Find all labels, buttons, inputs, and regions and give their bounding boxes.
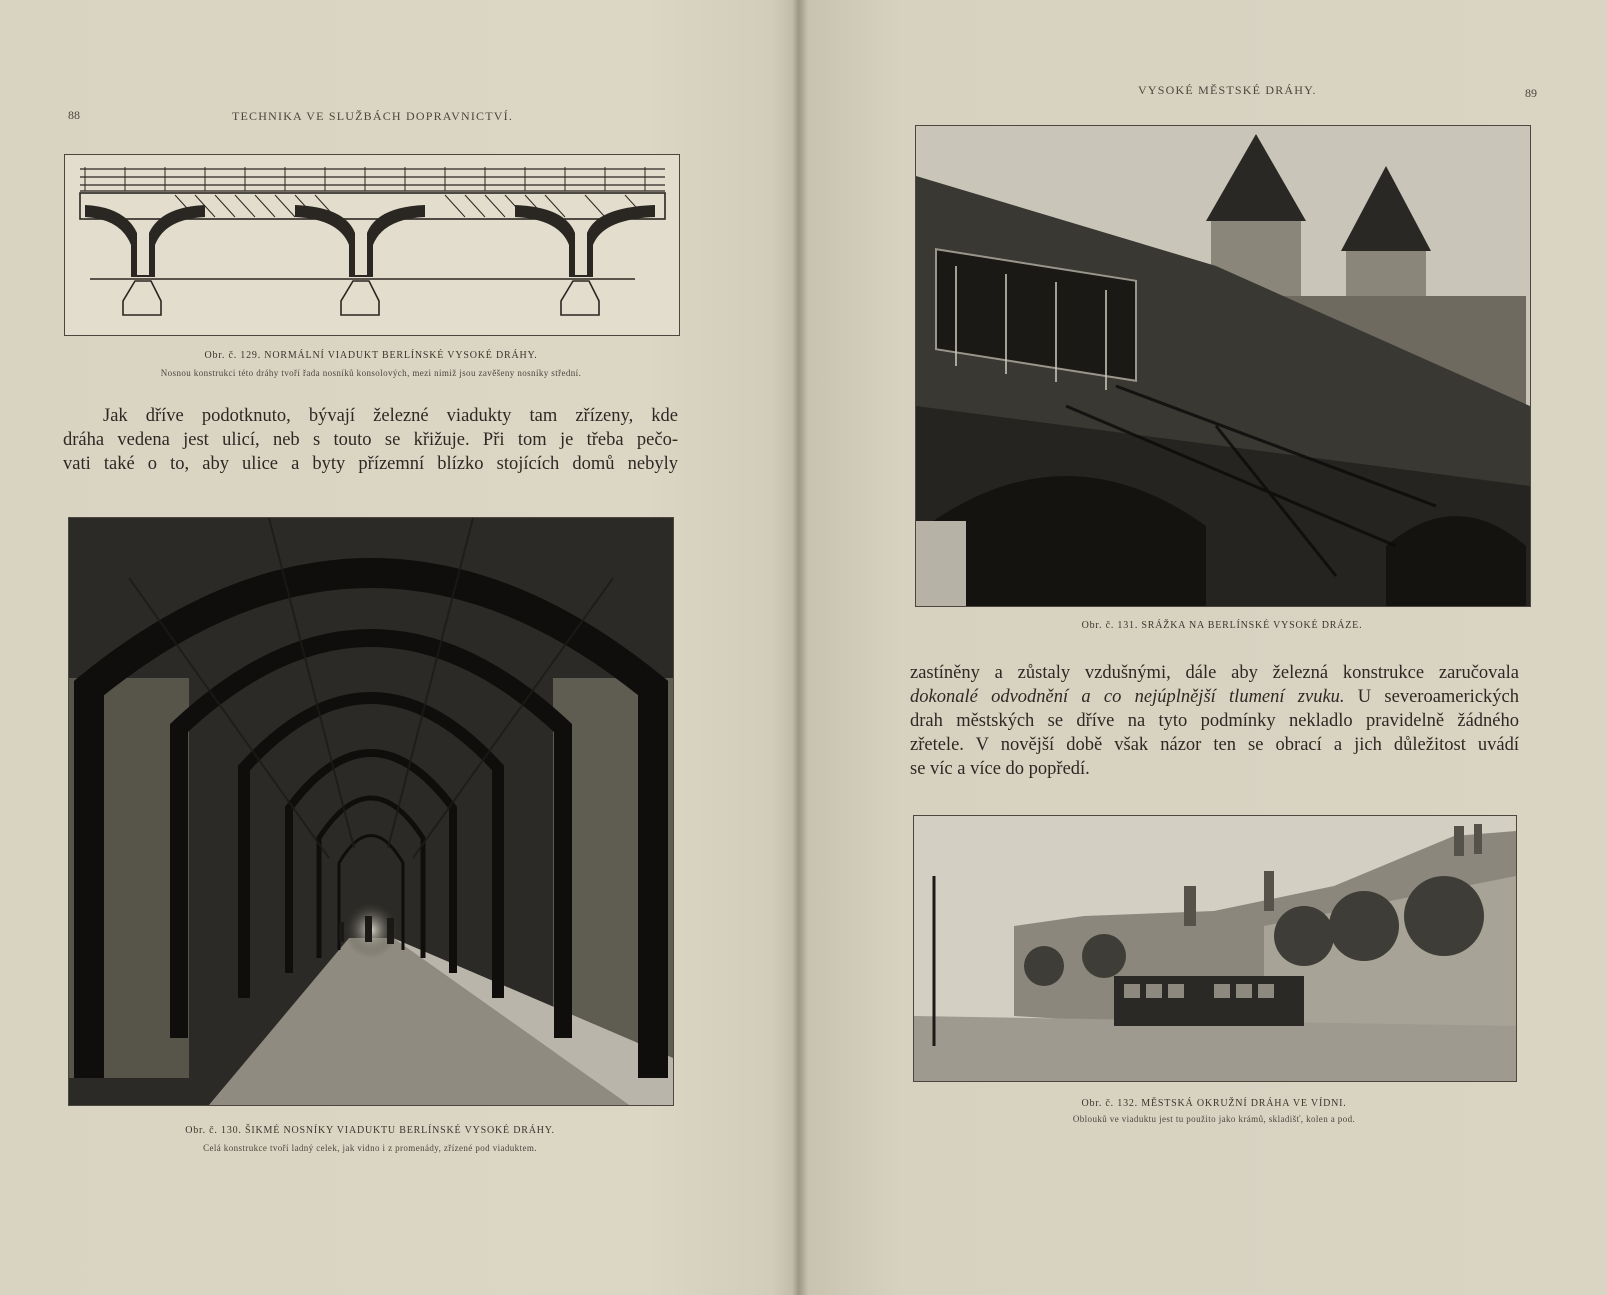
viaduct-drawing: [65, 155, 679, 335]
figure-130-promenade-photo: [68, 517, 674, 1106]
text-line: Jak dříve podotknuto, bývají železné viadukty tam zřízeny, kde: [103, 406, 678, 426]
figure-129-viaduct-drawing: [64, 154, 680, 336]
right-paragraph: [910, 661, 1519, 781]
crash-photo-render: [916, 126, 1530, 606]
figure-129-caption: Obr. č. 129. NORMÁLNÍ VIADUKT BERLÍNSKÉ VYSOKÉ DRÁHY.: [204, 350, 538, 361]
figure-130-subcaption: Celá konstrukce tvoří ladný celek, jak vidno i z promenády, zřízené pod viaduktem.: [203, 1143, 537, 1153]
italic-phrase: dokonalé odvodnění a co nejúplnější tlumení zvuku.: [910, 687, 1345, 707]
running-head-right: VYSOKÉ MĚSTSKÉ DRÁHY.: [1138, 83, 1317, 97]
text-line: zastíněny a zůstaly vzdušnými, dále aby železná konstrukce zaručovala: [910, 663, 1519, 683]
promenade-photo-render: [69, 518, 673, 1105]
figure-129-subcaption: Nosnou konstrukci této dráhy tvoří řada nosníků konsolových, mezi nimiž jsou zavěšeny nosníky střední.: [160, 368, 582, 378]
figure-132-vienna-street-photo: [913, 815, 1517, 1082]
right-page: [795, 0, 1607, 1295]
figure-130-caption: Obr. č. 130. ŠIKMÉ NOSNÍKY VIADUKTU BERLÍNSKÉ VYSOKÉ DRÁHY.: [185, 1125, 555, 1136]
figure-131-caption: Obr. č. 131. SRÁŽKA NA BERLÍNSKÉ VYSOKÉ DRÁZE.: [1081, 620, 1363, 631]
text-line: vati také o to, aby ulice a byty přízemní blízko stojících domů nebyly: [63, 454, 678, 474]
page-number-right: 89: [1525, 86, 1537, 100]
left-page: [0, 0, 790, 1295]
figure-131-crash-photo: [915, 125, 1531, 607]
street-photo-render: [914, 816, 1516, 1081]
text-line: drah městských se dříve na tyto podmínky nekladlo pravidelně žádného: [910, 711, 1519, 731]
running-head-left: TECHNIKA VE SLUŽBÁCH DOPRAVNICTVÍ.: [232, 109, 514, 123]
text-line-mixed: dokonalé odvodnění a co nejúplnější tlumení zvuku. U severoamerických: [910, 687, 1519, 707]
text-line: dráha vedena jest ulicí, neb s touto se křižuje. Při tom je třeba pečo-: [63, 430, 678, 450]
text-line: zřetele. V novější době však názor ten se obrací a jich důležitost uvádí: [910, 735, 1519, 755]
left-paragraph: [63, 404, 678, 476]
text-line: se víc a více do popředí.: [910, 759, 1090, 779]
figure-132-subcaption: Oblouků ve viaduktu jest tu použito jako krámů, skladišť, kolen a pod.: [1072, 1114, 1356, 1124]
figure-132-caption: Obr. č. 132. MĚSTSKÁ OKRUŽNÍ DRÁHA VE VÍDNI.: [1081, 1098, 1347, 1109]
page-number-left: 88: [68, 108, 80, 122]
